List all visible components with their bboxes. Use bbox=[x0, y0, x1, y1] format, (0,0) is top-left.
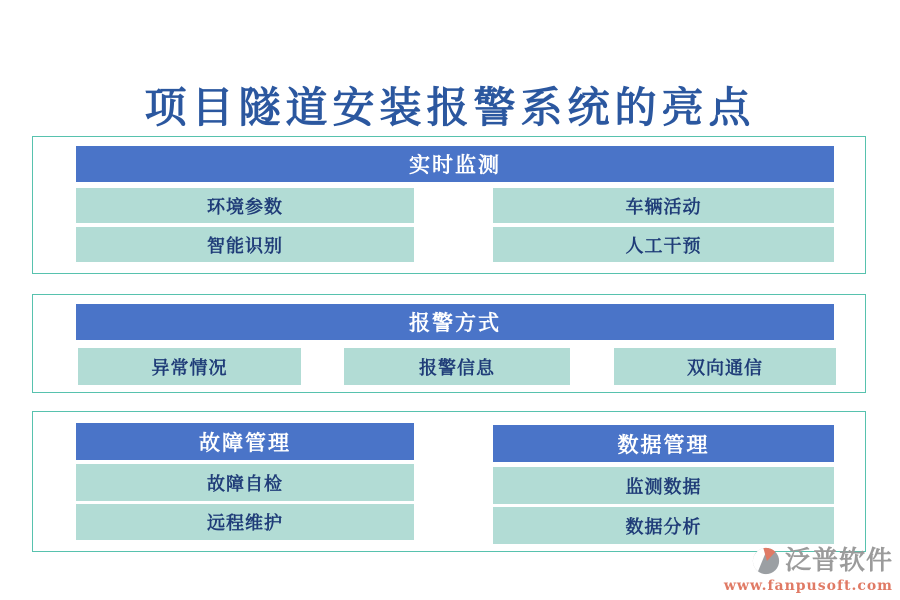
feature-cell-fault-self-check: 故障自检 bbox=[76, 464, 414, 501]
section-header-realtime: 实时监测 bbox=[76, 146, 834, 182]
section-management bbox=[32, 411, 866, 552]
section-alarm-methods bbox=[32, 294, 866, 393]
brand-url-link[interactable]: www.fanpusoft.com bbox=[723, 578, 893, 594]
brand-logo bbox=[724, 546, 893, 593]
feature-cell-manual-intervention: 人工干预 bbox=[493, 227, 834, 262]
fanpu-logo-icon bbox=[751, 546, 781, 576]
page-title: 项目隧道安装报警系统的亮点 bbox=[144, 83, 756, 132]
feature-cell-data-analysis: 数据分析 bbox=[493, 507, 834, 544]
feature-cell-environment-params: 环境参数 bbox=[76, 188, 414, 223]
feature-cell-vehicle-activity: 车辆活动 bbox=[493, 188, 834, 223]
brand-name: 泛普软件 bbox=[784, 546, 893, 576]
feature-cell-remote-maintenance: 远程维护 bbox=[76, 504, 414, 540]
feature-cell-two-way-comm: 双向通信 bbox=[614, 348, 836, 385]
section-realtime-monitoring bbox=[32, 136, 866, 274]
feature-cell-alarm-info: 报警信息 bbox=[344, 348, 570, 385]
feature-cell-smart-recognition: 智能识别 bbox=[76, 227, 414, 262]
section-header-data-management: 数据管理 bbox=[493, 425, 834, 462]
section-header-fault-management: 故障管理 bbox=[76, 423, 414, 460]
feature-cell-abnormal-situation: 异常情况 bbox=[78, 348, 301, 385]
section-header-alarm-methods: 报警方式 bbox=[76, 304, 834, 340]
feature-cell-monitoring-data: 监测数据 bbox=[493, 467, 834, 504]
